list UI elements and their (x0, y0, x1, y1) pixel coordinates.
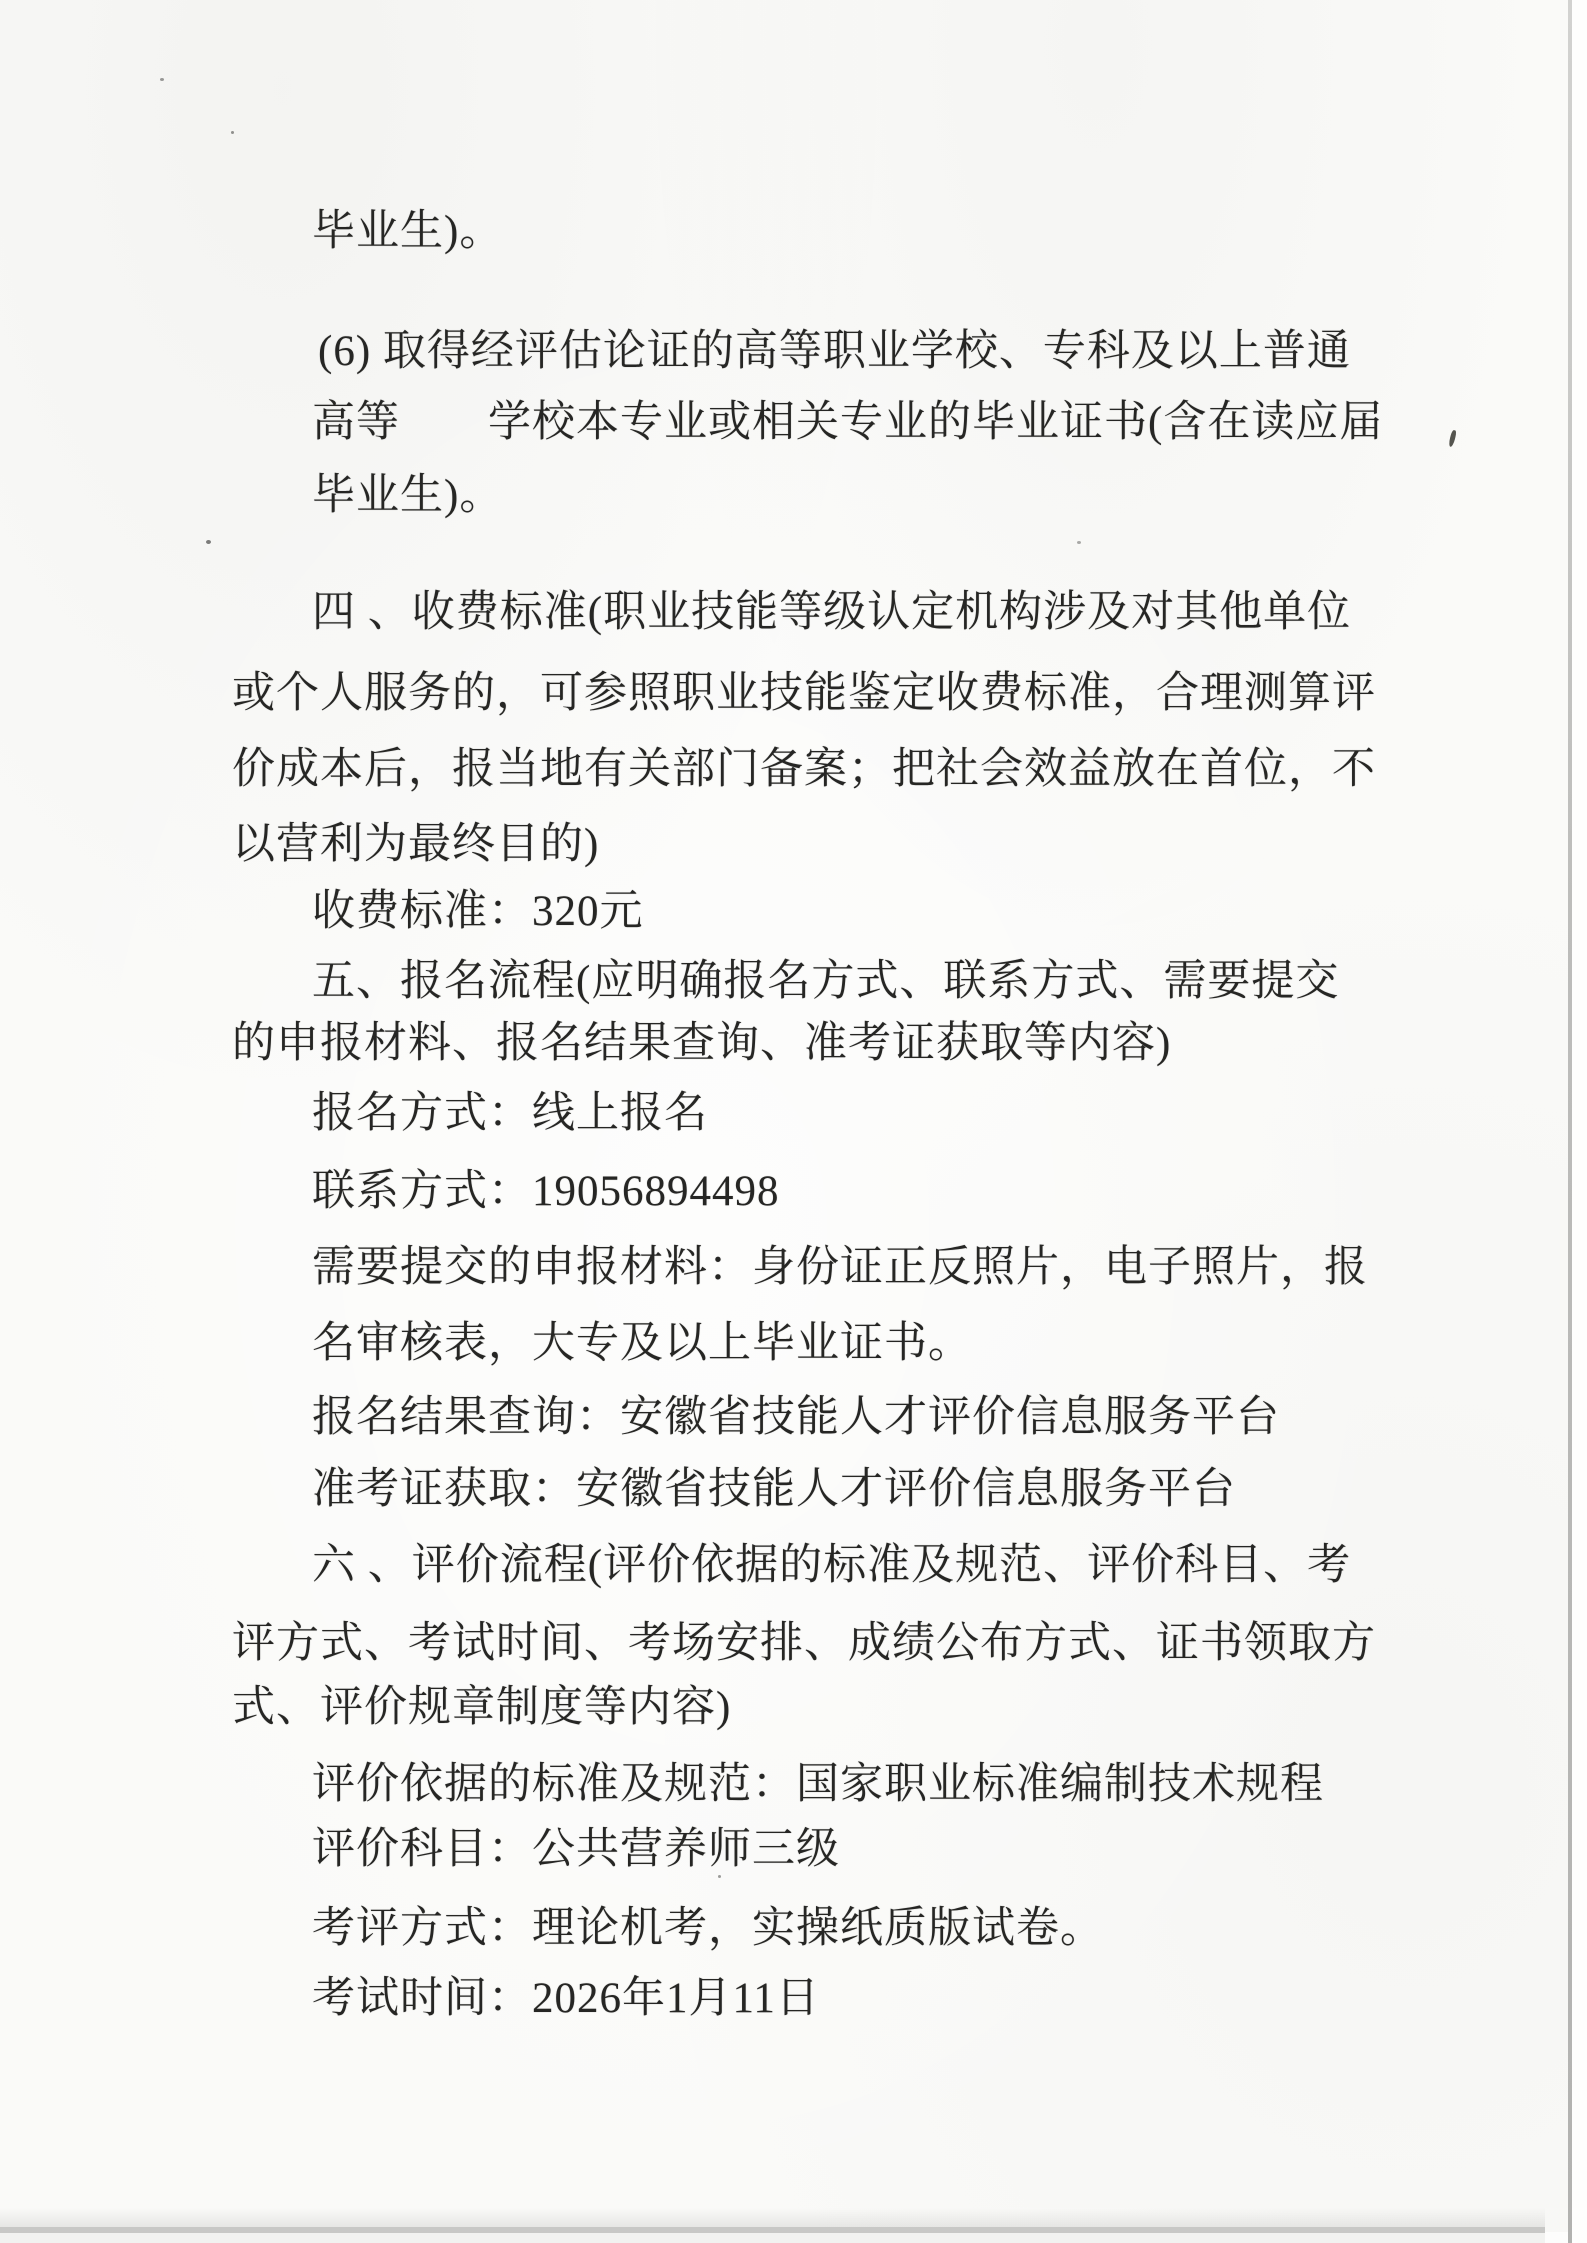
scanner-bottom-margin (0, 2233, 1545, 2243)
text-line: 或个人服务的，可参照职业技能鉴定收费标准，合理测算评 (232, 670, 1376, 717)
text-line: 以营利为最终目的) (232, 821, 600, 868)
text-line: 的申报材料、报名结果查询、准考证获取等内容) (232, 1020, 1172, 1067)
text-line: 高等 学校本专业或相关专业的毕业证书(含在读应届 (312, 399, 1384, 446)
text-line: 五、报名流程(应明确报名方式、联系方式、需要提交 (312, 958, 1340, 1005)
text-line: (6) 取得经评估论证的高等职业学校、专科及以上普通 (318, 328, 1351, 375)
text-line: 考试时间：2026年1月11日 (312, 1975, 820, 2022)
text-line: 六 、评价流程(评价依据的标准及规范、评价科目、考 (312, 1542, 1352, 1589)
text-line: 价成本后，报当地有关部门备案；把社会效益放在首位，不 (232, 746, 1376, 793)
scan-dust-speck (1077, 541, 1081, 544)
scan-dust-speck (231, 131, 234, 134)
text-line: 需要提交的申报材料：身份证正反照片，电子照片，报 (312, 1244, 1368, 1291)
text-line: 毕业生)。 (312, 208, 504, 255)
text-line: 评价依据的标准及规范：国家职业标准编制技术规程 (312, 1761, 1324, 1808)
text-line: 四 、收费标准(职业技能等级认定机构涉及对其他单位 (312, 589, 1352, 636)
text-line: 联系方式：19056894498 (312, 1168, 780, 1215)
scan-stray-mark (1448, 430, 1457, 448)
page-right-edge (1568, 0, 1572, 2243)
text-line: 评方式、考试时间、考场安排、成绩公布方式、证书领取方 (232, 1620, 1376, 1667)
text-line: 名审核表，大专及以上毕业证书。 (312, 1320, 972, 1367)
scan-dust-speck (160, 78, 164, 81)
text-line: 考评方式：理论机考，实操纸质版试卷。 (312, 1905, 1104, 1952)
text-line: 报名方式：线上报名 (312, 1090, 708, 1137)
scan-dust-speck (206, 540, 211, 544)
text-line: 报名结果查询：安徽省技能人才评价信息服务平台 (312, 1394, 1280, 1441)
page-bottom-shadow (0, 2208, 1545, 2228)
scanner-right-margin (1572, 0, 1587, 2243)
text-line: 评价科目：公共营养师三级 (312, 1826, 840, 1873)
text-line: 毕业生)。 (312, 472, 504, 519)
text-line: 收费标准：320元 (312, 888, 644, 935)
scan-dust-speck (718, 1875, 721, 1878)
text-line: 式、评价规章制度等内容) (232, 1684, 732, 1731)
text-line: 准考证获取：安徽省技能人才评价信息服务平台 (312, 1466, 1236, 1513)
